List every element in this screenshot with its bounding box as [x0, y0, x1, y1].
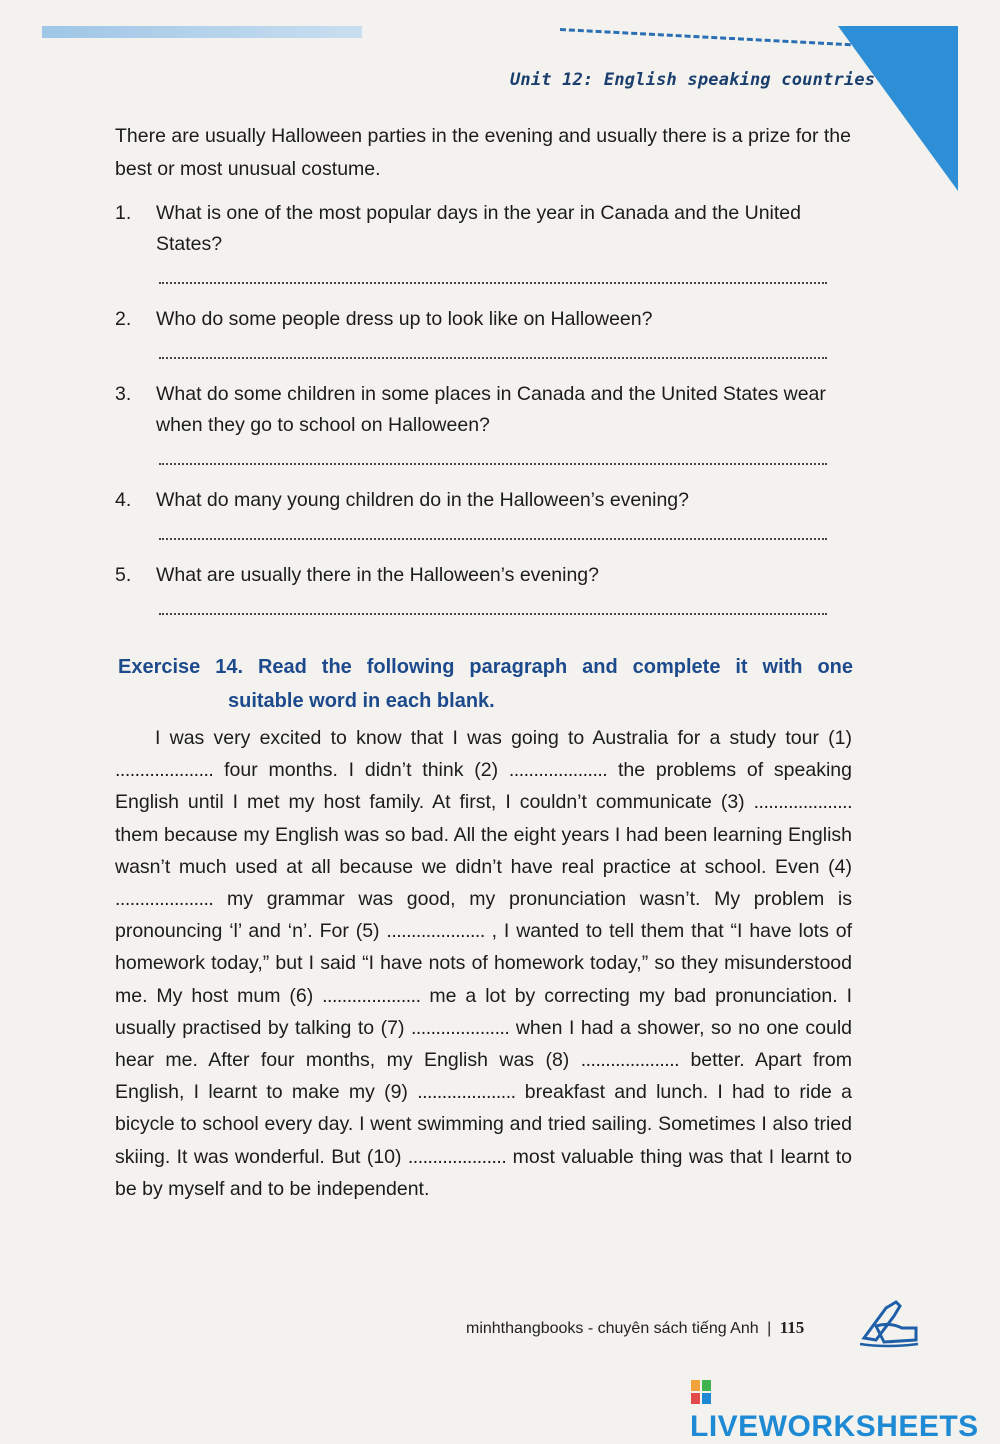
- blank-4[interactable]: ....................: [115, 888, 214, 911]
- passage-segment: them because my English was so bad. All the eight years I had been learning English wasn’t much used at all because we didn’t have real practice at school. Even (4): [115, 823, 852, 878]
- blank-1[interactable]: ....................: [115, 759, 214, 782]
- question-item: [115, 304, 860, 359]
- question-number: 5.: [115, 564, 132, 586]
- passage-segment: when I had a shower, so no one could hear me. After four months, my English was (8): [115, 1016, 852, 1072]
- writing-hand-icon: [856, 1296, 922, 1348]
- passage-segment: most valuable thing was that I learnt to be by myself and to be independent.: [115, 1145, 852, 1200]
- question-text: What are usually there in the Halloween’s evening?: [156, 564, 599, 586]
- passage-segment: I was very excited to know that I was going to Australia for a study tour (1): [155, 727, 852, 749]
- liveworksheets-wordmark: LIVEWORKSHEETS: [690, 1410, 979, 1443]
- question-item: [115, 485, 860, 540]
- exercise-passage: [115, 722, 852, 1205]
- top-decor-band: [42, 26, 362, 38]
- publisher-name: minhthangbooks - chuyên sách tiếng Anh: [466, 1320, 759, 1337]
- question-text: What do many young children do in the Halloween’s evening?: [156, 489, 689, 511]
- blank-8[interactable]: ....................: [580, 1049, 680, 1072]
- question-number: 2.: [115, 308, 132, 330]
- page-footer: [466, 1318, 804, 1338]
- passage-segment: me a lot by correcting my bad pronunciation. I usually practised by talking to (7): [115, 984, 852, 1039]
- exercise-heading: [118, 650, 853, 718]
- blank-3[interactable]: ....................: [753, 791, 852, 814]
- question-number: 4.: [115, 489, 132, 511]
- answer-line[interactable]: [159, 613, 827, 615]
- passage-segment: the problems of speaking English until I met my host family. At first, I couldn’t communicate (3): [115, 759, 852, 814]
- question-text: What do some children in some places in Canada and the United States wear when they go to school on Halloween?: [156, 383, 826, 436]
- blank-6[interactable]: ....................: [322, 984, 421, 1007]
- blank-2[interactable]: ....................: [508, 759, 608, 782]
- question-text: What is one of the most popular days in the year in Canada and the United States?: [156, 202, 801, 255]
- question-number: 1.: [115, 202, 132, 224]
- footer-separator: |: [767, 1320, 772, 1337]
- answer-line[interactable]: [159, 357, 827, 359]
- passage-segment: my grammar was good, my pronunciation wasn’t. My problem is pronouncing ‘l’ and ‘n’. For (5): [115, 888, 852, 943]
- blank-5[interactable]: ....................: [386, 920, 485, 943]
- passage-segment: , I wanted to tell them that “I have lots of homework today,” but I said “I have nots of homework today,” so they misunderstood me. My host mum (6): [115, 920, 852, 1007]
- intro-paragraph: There are usually Halloween parties in the evening and usually there is a prize for the best or most unusual costume.: [115, 125, 852, 180]
- blank-7[interactable]: ....................: [410, 1016, 510, 1039]
- passage-segment: four months. I didn’t think (2): [213, 759, 509, 782]
- question-item: [115, 198, 860, 284]
- exercise-title-line2: suitable word in each blank.: [228, 690, 495, 712]
- question-text: Who do some people dress up to look like on Halloween?: [156, 308, 653, 330]
- question-number: 3.: [115, 383, 132, 405]
- unit-title: Unit 12: English speaking countries: [510, 70, 876, 90]
- page-number: 115: [779, 1318, 805, 1337]
- passage-segment: breakfast and lunch. I had to ride a bicycle to school every day. I went swimming and tried sailing. Sometimes I also tried skiing. It was wonderful. But (10): [115, 1081, 852, 1168]
- blank-9[interactable]: ....................: [417, 1081, 516, 1104]
- question-item: [115, 379, 860, 465]
- question-item: [115, 560, 860, 615]
- liveworksheets-logo: [690, 1376, 1000, 1444]
- answer-line[interactable]: [159, 538, 827, 540]
- answer-line[interactable]: [159, 463, 827, 465]
- answer-line[interactable]: [159, 282, 827, 284]
- liveworksheets-logo-icon: [690, 1379, 712, 1405]
- blank-10[interactable]: ....................: [407, 1145, 507, 1168]
- passage-segment: better. Apart from English, I learnt to make my (9): [115, 1049, 852, 1104]
- question-list: [115, 198, 860, 635]
- exercise-title-line1: Exercise 14. Read the following paragraph and complete it with one: [118, 656, 853, 678]
- top-decor-dashes: [560, 28, 860, 47]
